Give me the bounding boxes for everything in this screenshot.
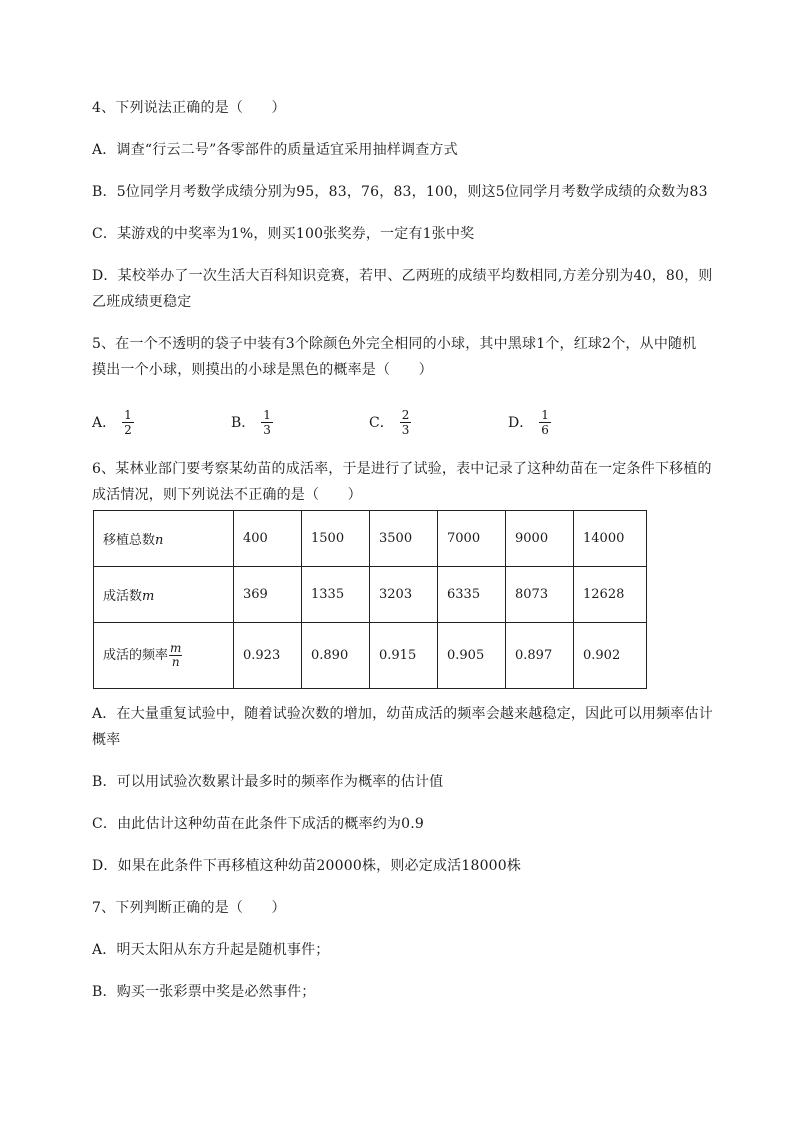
table-cell: 3500: [370, 511, 438, 567]
table-cell: 0.923: [234, 623, 302, 689]
q4-option-d-line2: 乙班成绩更稳定: [92, 294, 192, 310]
table-cell: 369: [234, 567, 302, 623]
q4-option-b: B．5位同学月考数学成绩分别为95，83，76，83，100，则这5位同学月考数学成绩的众数为83: [92, 184, 708, 200]
table-cell: 400: [234, 511, 302, 567]
table-row-header: 移植总数n: [94, 511, 234, 567]
q4-option-a: A．调查“行云二号”各零部件的质量适宜采用抽样调查方式: [92, 142, 458, 158]
q6-option-a-line2: 概率: [92, 732, 121, 748]
seedling-table: [93, 510, 647, 689]
table-row-header: 成活数m: [94, 567, 234, 623]
q5-stem-line1: 5、在一个不透明的袋子中装有3个除颜色外完全相同的小球，其中黑球1个，红球2个，从中随机: [92, 336, 697, 352]
table-row-header: 成活的频率 $\frac{m}{n}$: [94, 623, 234, 689]
table-cell: 7000: [438, 511, 506, 567]
q5-option-c: C． $\frac{2}{3}$: [369, 407, 410, 437]
q5-stem-line2: 摸出一个小球，则摸出的小球是黑色的概率是（ ）: [92, 362, 433, 378]
table-cell: 9000: [506, 511, 574, 567]
fraction: $\frac{m}{n}$: [170, 641, 182, 669]
q6-option-a-line1: A．在大量重复试验中，随着试验次数的增加，幼苗成活的频率会越来越稳定，因此可以用频率估计: [92, 706, 713, 722]
fraction: $\frac{1}{6}$: [541, 407, 549, 437]
table-cell: 0.897: [506, 623, 574, 689]
q6-stem-line1: 6、某林业部门要考察某幼苗的成活率，于是进行了试验，表中记录了这种幼苗在一定条件下移植的: [92, 461, 712, 477]
q5-option-d: D． $\frac{1}{6}$: [508, 407, 549, 437]
q6-option-d: D．如果在此条件下再移植这种幼苗20000株，则必定成活18000株: [92, 858, 522, 874]
table-row: [94, 511, 647, 567]
table-cell: 0.915: [370, 623, 438, 689]
q5-option-a: A． $\frac{1}{2}$: [92, 407, 132, 437]
table-cell: 0.890: [302, 623, 370, 689]
table-cell: 0.902: [574, 623, 647, 689]
q7-stem: 7、下列判断正确的是（ ）: [92, 900, 286, 916]
table-cell: 14000: [574, 511, 647, 567]
q4-option-d-line1: D．某校举办了一次生活大百科知识竞赛，若甲、乙两班的成绩平均数相同,方差分别为40，80，则: [92, 268, 713, 284]
q4-option-c: C．某游戏的中奖率为1%，则买100张奖券，一定有1张中奖: [92, 226, 475, 242]
table-cell: 12628: [574, 567, 647, 623]
q6-stem-line2: 成活情况，则下列说法不正确的是（ ）: [92, 487, 362, 503]
table-cell: 0.905: [438, 623, 506, 689]
fraction: $\frac{1}{2}$: [124, 407, 132, 437]
q7-option-b: B．购买一张彩票中奖是必然事件；: [92, 984, 316, 1000]
q5-options: [92, 404, 592, 440]
q6-option-c: C．由此估计这种幼苗在此条件下成活的概率约为0.9: [92, 816, 424, 832]
table-cell: 1500: [302, 511, 370, 567]
table-row: [94, 567, 647, 623]
table-cell: 1335: [302, 567, 370, 623]
q7-option-a: A．明天太阳从东方升起是随机事件；: [92, 942, 330, 958]
table-cell: 3203: [370, 567, 438, 623]
table-cell: 6335: [438, 567, 506, 623]
table-row: [94, 623, 647, 689]
fraction: $\frac{1}{3}$: [263, 407, 271, 437]
fraction: $\frac{2}{3}$: [401, 407, 410, 437]
q4-stem: 4、下列说法正确的是（ ）: [92, 100, 286, 116]
q6-option-b: B．可以用试验次数累计最多时的频率作为概率的估计值: [92, 774, 444, 790]
table-cell: 8073: [506, 567, 574, 623]
q5-option-b: B． $\frac{1}{3}$: [231, 407, 271, 437]
